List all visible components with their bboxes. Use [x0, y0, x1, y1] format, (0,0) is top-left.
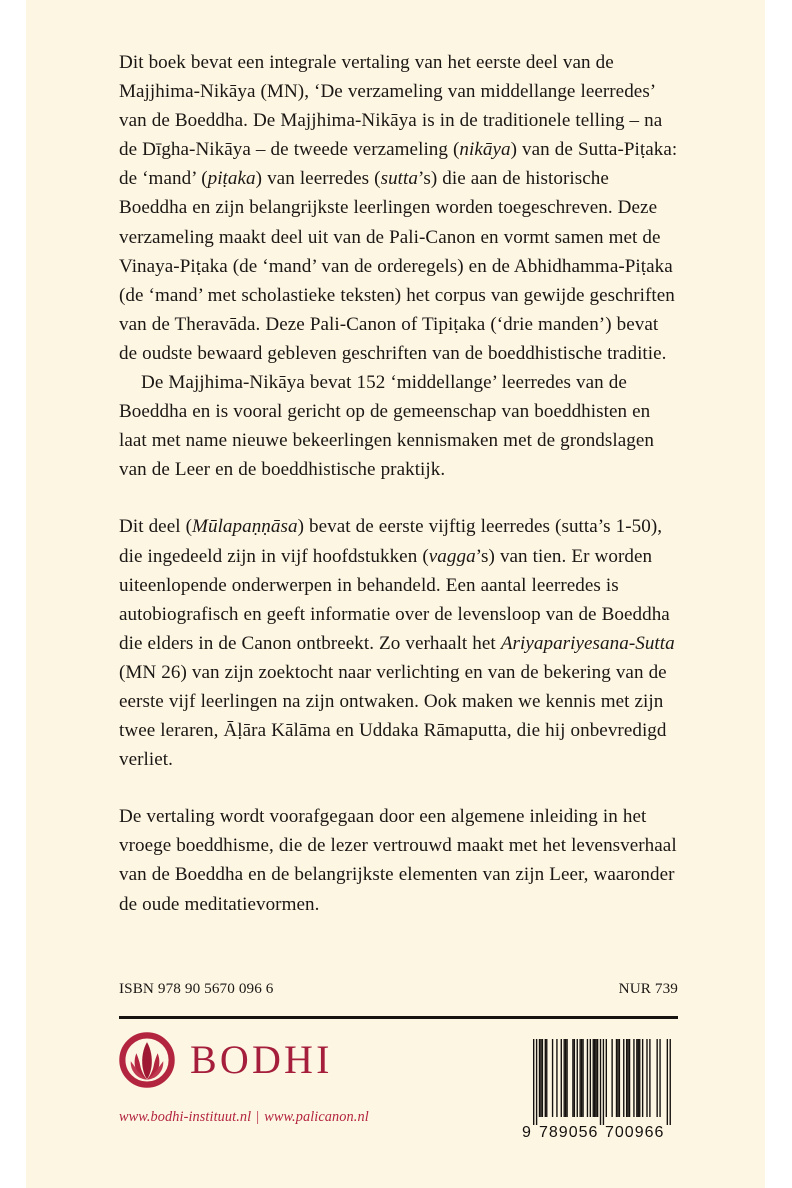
isbn-nur-row — [119, 980, 678, 998]
lotus-in-circle-icon — [119, 1032, 175, 1088]
svg-text:9: 9 — [522, 1124, 532, 1141]
barcode-graphic — [519, 1033, 675, 1141]
paragraph-spacer — [119, 484, 678, 512]
publisher-logo-group[interactable] — [119, 1032, 333, 1088]
blurb-paragraph-1: Dit boek bevat een integrale vertaling van het eerste deel van de Majjhima-Nikāya (MN), ‘De verzameling van middellange leerredes’ van de Boeddha. De Majjhima-Nikāya is in de traditionele telling – na de Dīgha-Nikāya – de tweede verzameling (nikāya) van de Sutta-Piṭaka: de ‘mand’ (piṭaka) van leerredes (sutta’s) die aan de historische Boeddha en zijn belangrijkste leerlingen worden toegeschreven. Deze verzameling maakt deel uit van de Pali-Canon en vormt samen met de Vinaya-Piṭaka (de ‘mand’ van de orderegels) en de Abhidhamma-Piṭaka (de ‘mand’ met scholastieke teksten) het corpus van gewijde geschriften van de Theravāda. Deze Pali-Canon of Tipiṭaka (‘drie manden’) bevat de oudste bewaard gebleven geschriften van de boeddhistische traditie. — [119, 52, 678, 364]
blurb-text-block — [119, 48, 678, 919]
url-separator: | — [256, 1109, 260, 1125]
website-link-palicanon[interactable]: www.palicanon.nl — [264, 1109, 369, 1125]
isbn-text: ISBN 978 90 5670 096 6 — [119, 980, 274, 997]
svg-text:789056: 789056 — [539, 1124, 599, 1141]
footer-divider-rule — [119, 1016, 678, 1019]
publisher-name: BODHI — [190, 1037, 333, 1082]
blurb-paragraph-3: Dit deel (Mūlapaṇṇāsa) bevat de eerste vijftig leerredes (sutta’s 1-50), die ingedeeld zijn in vijf hoofdstukken (vagga’s) van tien. Er worden uiteenlopende onderwerpen in behandeld. Een aantal leerredes is autobiografisch en geeft informatie over de levensloop van de Boeddha die elders in de Canon ontbreekt. Zo verhaalt het Ariyapariyesana-Sutta (MN 26) van zijn zoektocht naar verlichting en van de bekering van de eerste vijf leerlingen na zijn ontwaken. Ook maken we kennis met zijn twee leraren, Āḷāra Kālāma en Uddaka Rāmaputta, die hij onbevredigd verliet. — [119, 516, 675, 771]
paragraph-spacer — [119, 774, 678, 802]
blurb-paragraph-4: De vertaling wordt voorafgegaan door een algemene inleiding in het vroege boeddhisme, die de lezer vertrouwd maakt met het levensverhaal van de Boeddha en de belangrijkste elementen van zijn Leer, waaronder de oude meditatievormen. — [119, 806, 677, 915]
website-link-bodhi-instituut[interactable]: www.bodhi-instituut.nl — [119, 1109, 252, 1125]
blurb-paragraph-2: De Majjhima-Nikāya bevat 152 ‘middellange’ leerredes van de Boeddha en is vooral gericht op de gemeenschap van boeddhisten en laat met name nieuwe bekeerlingen kennismaken met de grondslagen van de Leer en de boeddhistische praktijk. — [119, 372, 654, 481]
nur-text: NUR 739 — [618, 980, 678, 997]
ean13-barcode — [519, 1033, 675, 1141]
svg-text:700966: 700966 — [605, 1124, 665, 1141]
book-back-cover — [26, 0, 765, 1188]
publisher-urls — [119, 1109, 369, 1126]
